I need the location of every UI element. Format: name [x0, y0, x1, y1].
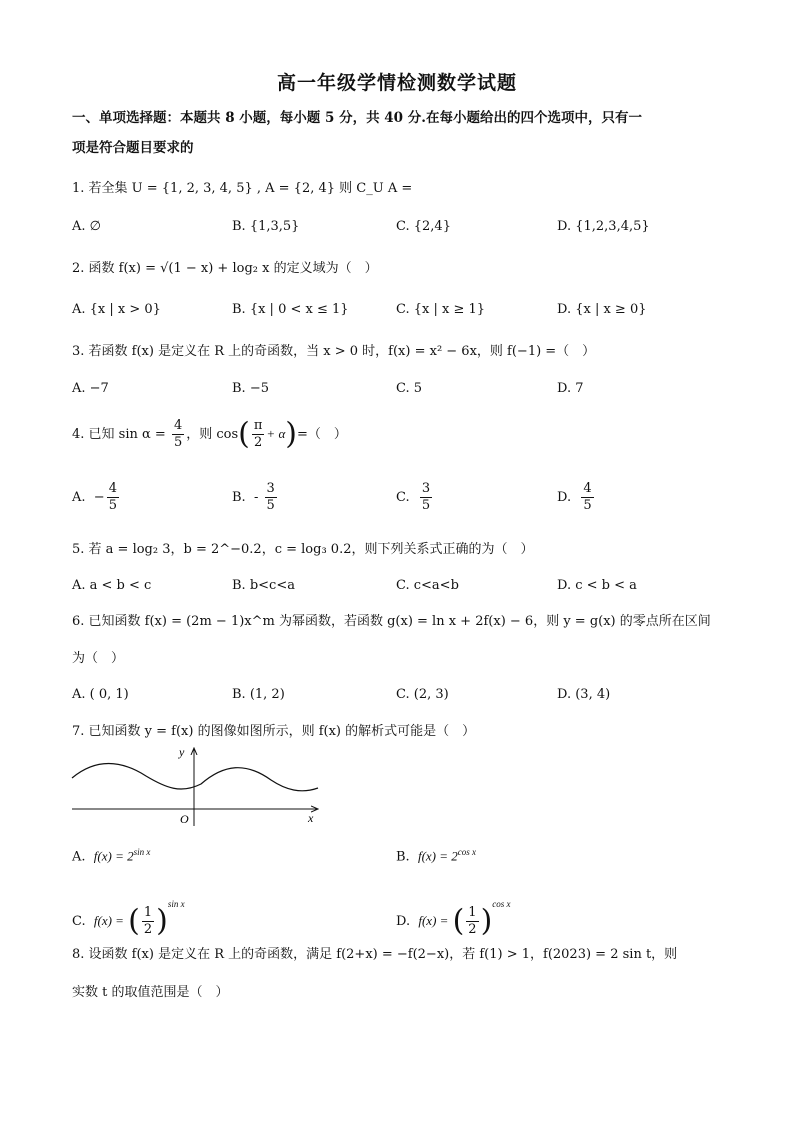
q7-option-a [72, 843, 150, 866]
q4-pi-denominator: 2 [254, 435, 263, 450]
q7-option-b-base: f(x) = 2 [417, 848, 458, 864]
q4-alpha-term: + α [266, 426, 286, 441]
q4-option-a [72, 480, 121, 516]
q2-option-c: C. {x | x ≥ 1} [396, 302, 486, 317]
q4-stem [72, 416, 347, 453]
q4-option-d-den: 5 [583, 498, 592, 513]
function-curve [72, 764, 318, 791]
q3-option-b: B. −5 [232, 381, 269, 396]
q7-stem: 7. 已知函数 y = f(x) 的图像如图所示，则 f(x) 的解析式可能是（ ） [72, 724, 476, 739]
q4-option-b [232, 480, 279, 516]
q4-left-paren: ( [238, 416, 250, 452]
q7-option-d [396, 886, 511, 940]
q7-option-b [396, 843, 476, 866]
q7-option-c-num: 1 [143, 905, 153, 920]
q4-option-a-den: 5 [108, 498, 117, 513]
q4-option-b-den: 5 [266, 498, 275, 513]
q7-option-a-exp: sin x [133, 847, 151, 857]
q1-option-d: D. {1,2,3,4,5} [557, 219, 650, 234]
q7-option-c-exp: sin x [167, 899, 185, 909]
q2-option-b: B. {x | 0 < x ≤ 1} [232, 302, 349, 317]
q4-pi-numerator: π [253, 418, 263, 433]
q5-option-c: C. c<a<b [396, 578, 459, 593]
q4-sin-denominator: 5 [173, 435, 183, 450]
page-title: 高一年级学情检测数学试题 [276, 72, 517, 94]
q4-option-c-den: 5 [421, 498, 431, 513]
q3-option-c: C. 5 [396, 381, 423, 396]
section-header-line1: 一、单项选择题：本题共 8 小题，每小题 5 分，共 40 分.在每小题给出的四个选项中，只有一 [72, 110, 642, 126]
q4-sin-fraction [172, 418, 184, 451]
q7-option-d-fraction [466, 905, 478, 938]
q4-option-b-label: B. [232, 490, 246, 505]
q2-stem: 2. 函数 f(x) = √(1 − x) + log₂ x 的定义域为（ ） [72, 261, 378, 276]
q4-option-d-fraction [581, 481, 593, 514]
q6-stem-line2: 为（ ） [72, 651, 125, 666]
q7-option-c-fraction [142, 905, 154, 938]
q4-option-a-num: 4 [108, 481, 117, 496]
q7-function-graph [66, 742, 326, 830]
q7-option-b-label: B. [396, 849, 410, 865]
q7-option-c [72, 886, 185, 940]
q4-option-a-label: A. [72, 490, 86, 505]
q7-option-d-rparen: ) [480, 903, 493, 939]
q1-option-a: A. ∅ [72, 219, 101, 234]
q4-option-d [557, 480, 596, 516]
q1-option-b: B. {1,3,5} [232, 219, 300, 234]
q7-option-c-base: f(x) = [93, 913, 124, 928]
q4-option-d-label: D. [557, 490, 572, 505]
q7-option-d-base: f(x) = [418, 913, 449, 928]
q4-stem-mid: ，则 cos [186, 427, 239, 442]
q5-option-d: D. c < b < a [557, 578, 637, 593]
graph-origin-label: O [180, 812, 189, 826]
q4-option-c-num: 3 [421, 481, 431, 496]
q5-stem: 5. 若 a = log₂ 3，b = 2^−0.2，c = log₃ 0.2，则下列关系式正确的为（ ） [72, 542, 534, 557]
q7-option-d-exp: cos x [492, 899, 511, 909]
q6-option-a: A. ( 0, 1) [72, 687, 129, 702]
graph-x-label: x [308, 811, 314, 825]
q7-option-a-base: f(x) = 2 [93, 848, 134, 864]
q3-option-a: A. −7 [72, 381, 109, 396]
q5-option-b: B. b<c<a [232, 578, 295, 593]
q7-option-c-lparen: ( [128, 903, 140, 939]
q4-pi-fraction [252, 418, 265, 451]
q4-option-b-sign: - [253, 490, 259, 505]
q1-stem: 1. 若全集 U = {1, 2, 3, 4, 5} , A = {2, 4} 则 C_U A = [72, 181, 413, 196]
q7-option-d-num: 1 [468, 905, 477, 920]
q6-option-b: B. (1, 2) [232, 687, 285, 702]
q4-stem-suffix: =（ ） [297, 427, 347, 442]
q4-option-c [396, 480, 434, 516]
q8-stem-line2: 实数 t 的取值范围是（ ） [72, 985, 229, 1000]
q4-option-c-label: C. [396, 490, 410, 505]
q7-option-d-label: D. [396, 914, 411, 929]
q4-option-b-num: 3 [266, 481, 275, 496]
q7-option-d-lparen: ( [452, 903, 465, 939]
section-header-line2: 项是符合题目要求的 [72, 140, 194, 156]
q3-stem: 3. 若函数 f(x) 是定义在 R 上的奇函数，当 x > 0 时，f(x) = x² − 6x，则 f(−1) =（ ） [72, 344, 596, 359]
q2-option-d: D. {x | x ≥ 0} [557, 302, 647, 317]
q8-stem-line1: 8. 设函数 f(x) 是定义在 R 上的奇函数，满足 f(2+x) = −f(2−x)，若 f(1) > 1，f(2023) = 2 sin t，则 [72, 947, 678, 962]
q6-option-c: C. (2, 3) [396, 687, 449, 702]
graph-y-label: y [179, 745, 185, 759]
q2-option-a: A. {x | x > 0} [72, 302, 161, 317]
q4-option-a-sign: − [93, 490, 105, 505]
q5-option-a: A. a < b < c [72, 578, 152, 593]
q7-option-a-label: A. [72, 849, 86, 865]
q3-option-d: D. 7 [557, 381, 584, 396]
q7-option-c-rparen: ) [156, 903, 168, 939]
q7-option-d-den: 2 [468, 922, 477, 937]
q4-option-d-num: 4 [583, 481, 592, 496]
q4-stem-prefix: 4. 已知 sin α = [72, 427, 170, 442]
q4-right-paren: ) [285, 416, 297, 452]
q4-sin-numerator: 4 [173, 418, 183, 433]
q7-option-c-den: 2 [143, 922, 153, 937]
q7-option-b-exp: cos x [457, 847, 477, 857]
q4-option-b-fraction [265, 481, 277, 514]
q6-option-d: D. (3, 4) [557, 687, 611, 702]
q7-option-c-label: C. [72, 914, 86, 929]
q4-option-c-fraction [420, 481, 432, 514]
q6-stem-line1: 6. 已知函数 f(x) = (2m − 1)x^m 为幂函数，若函数 g(x) = ln x + 2f(x) − 6，则 y = g(x) 的零点所在区间 [72, 614, 711, 629]
q4-option-a-fraction [107, 481, 119, 514]
q1-option-c: C. {2,4} [396, 219, 451, 234]
